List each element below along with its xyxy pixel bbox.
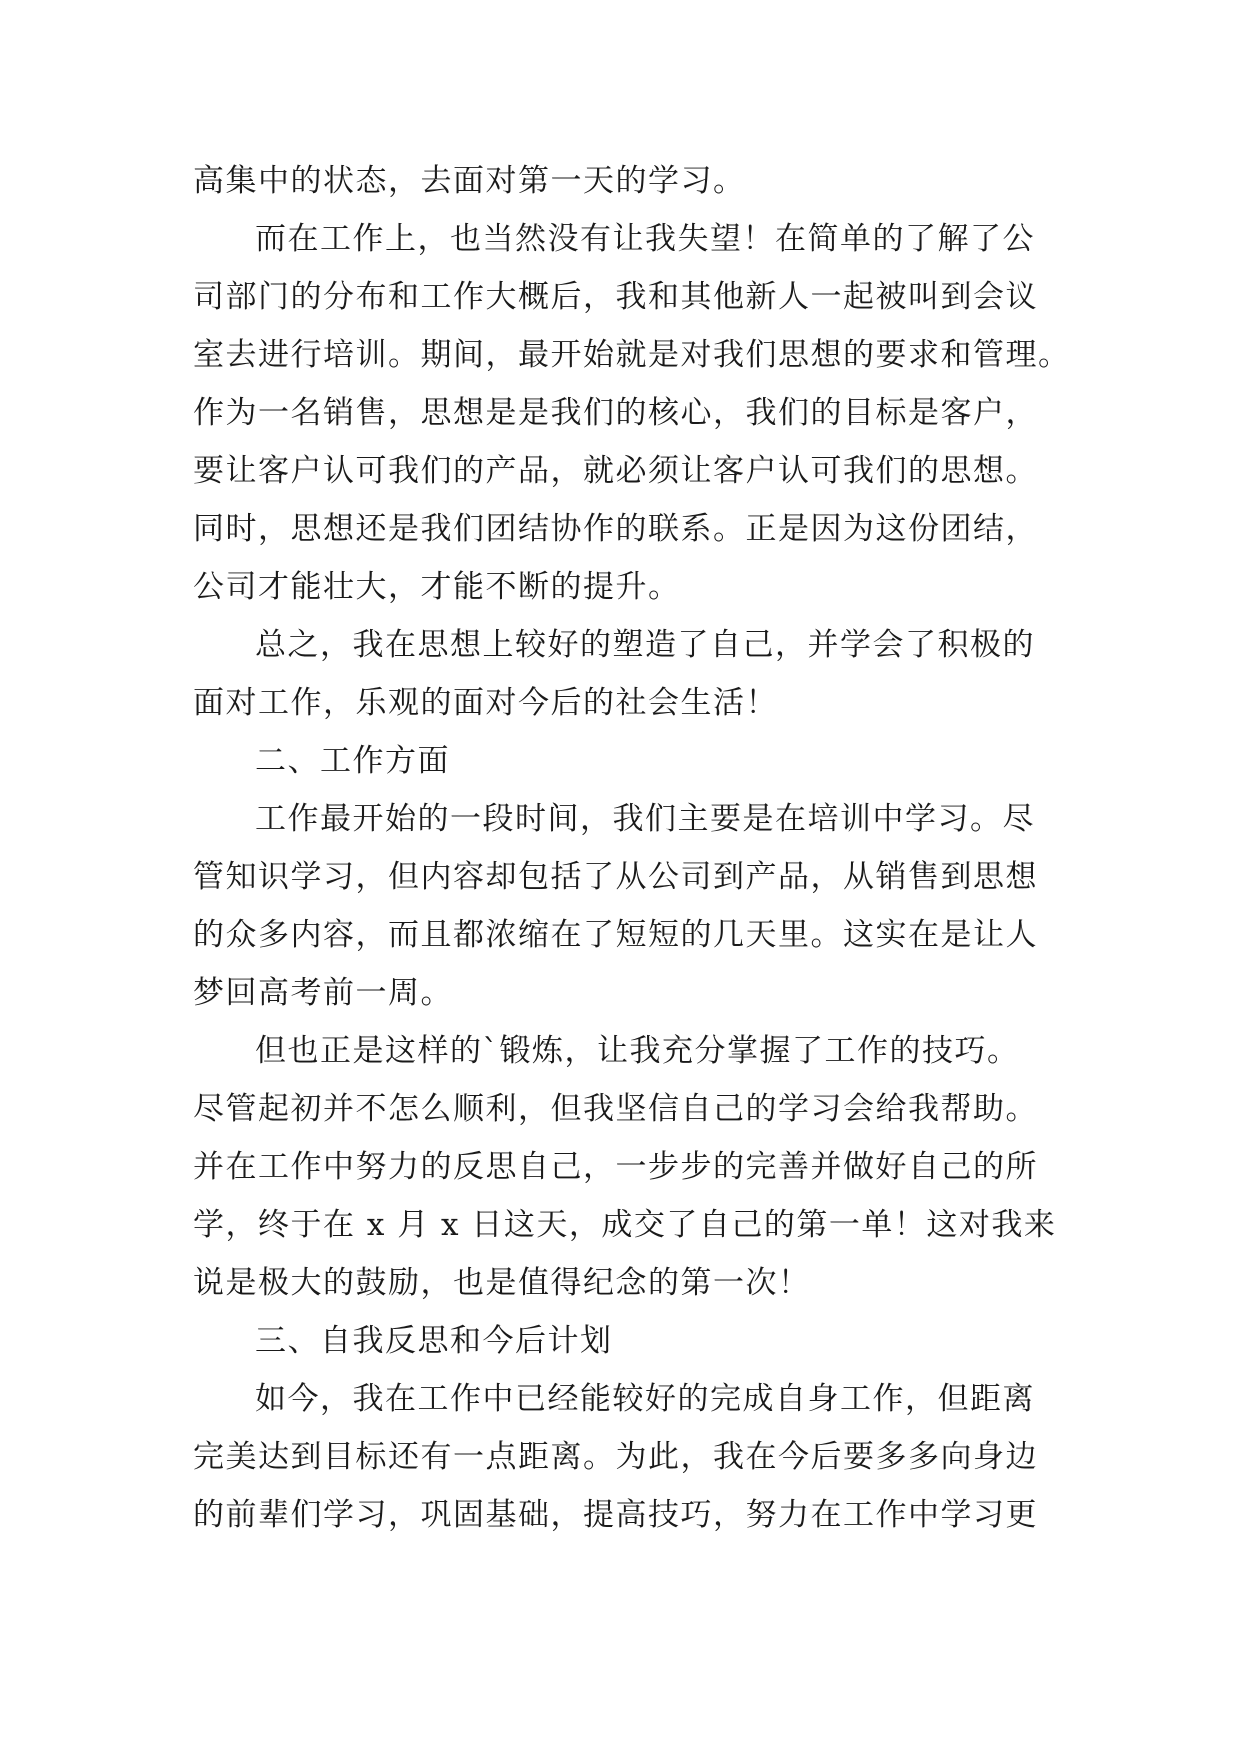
text-line: 说是极大的鼓励，也是值得纪念的第一次！ bbox=[193, 1265, 811, 1301]
section-heading: 二、工作方面 bbox=[255, 743, 450, 779]
text-line: 总之，我在思想上较好的塑造了自己，并学会了积极的 bbox=[255, 627, 1035, 663]
body-text bbox=[193, 152, 1071, 1544]
text-line: 管知识学习，但内容却包括了从公司到产品，从销售到思想 bbox=[193, 859, 1038, 895]
text-line: 要让客户认可我们的产品，就必须让客户认可我们的思想。 bbox=[193, 453, 1038, 489]
text-line: 而在工作上，也当然没有让我失望！在简单的了解了公 bbox=[255, 221, 1035, 257]
section-heading: 三、自我反思和今后计划 bbox=[255, 1323, 613, 1359]
text-line: 作为一名销售，思想是是我们的核心，我们的目标是客户， bbox=[193, 395, 1038, 431]
text-line: 室去进行培训。期间，最开始就是对我们思想的要求和管理。 bbox=[193, 337, 1071, 373]
text-line: 同时，思想还是我们团结协作的联系。正是因为这份团结， bbox=[193, 511, 1038, 547]
text-line: 完美达到目标还有一点距离。为此，我在今后要多多向身边 bbox=[193, 1439, 1038, 1475]
text-line: 的众多内容，而且都浓缩在了短短的几天里。这实在是让人 bbox=[193, 917, 1038, 953]
text-line: 学，终于在 x 月 x 日这天，成交了自己的第一单！这对我来 bbox=[193, 1207, 1057, 1243]
text-line: 公司才能壮大，才能不断的提升。 bbox=[193, 569, 681, 605]
text-line: 面对工作，乐观的面对今后的社会生活！ bbox=[193, 685, 778, 721]
text-line: 梦回高考前一周。 bbox=[193, 975, 453, 1011]
text-line: 并在工作中努力的反思自己，一步步的完善并做好自己的所 bbox=[193, 1149, 1038, 1185]
text-line: 高集中的状态，去面对第一天的学习。 bbox=[193, 163, 746, 199]
text-line: 如今，我在工作中已经能较好的完成自身工作，但距离 bbox=[255, 1381, 1035, 1417]
text-line: 尽管起初并不怎么顺利，但我坚信自己的学习会给我帮助。 bbox=[193, 1091, 1038, 1127]
text-line: 的前辈们学习，巩固基础，提高技巧，努力在工作中学习更 bbox=[193, 1497, 1038, 1533]
text-line: 司部门的分布和工作大概后，我和其他新人一起被叫到会议 bbox=[193, 279, 1038, 315]
text-line: 但也正是这样的`锻炼，让我充分掌握了工作的技巧。 bbox=[255, 1033, 1020, 1069]
text-line: 工作最开始的一段时间，我们主要是在培训中学习。尽 bbox=[255, 801, 1035, 837]
